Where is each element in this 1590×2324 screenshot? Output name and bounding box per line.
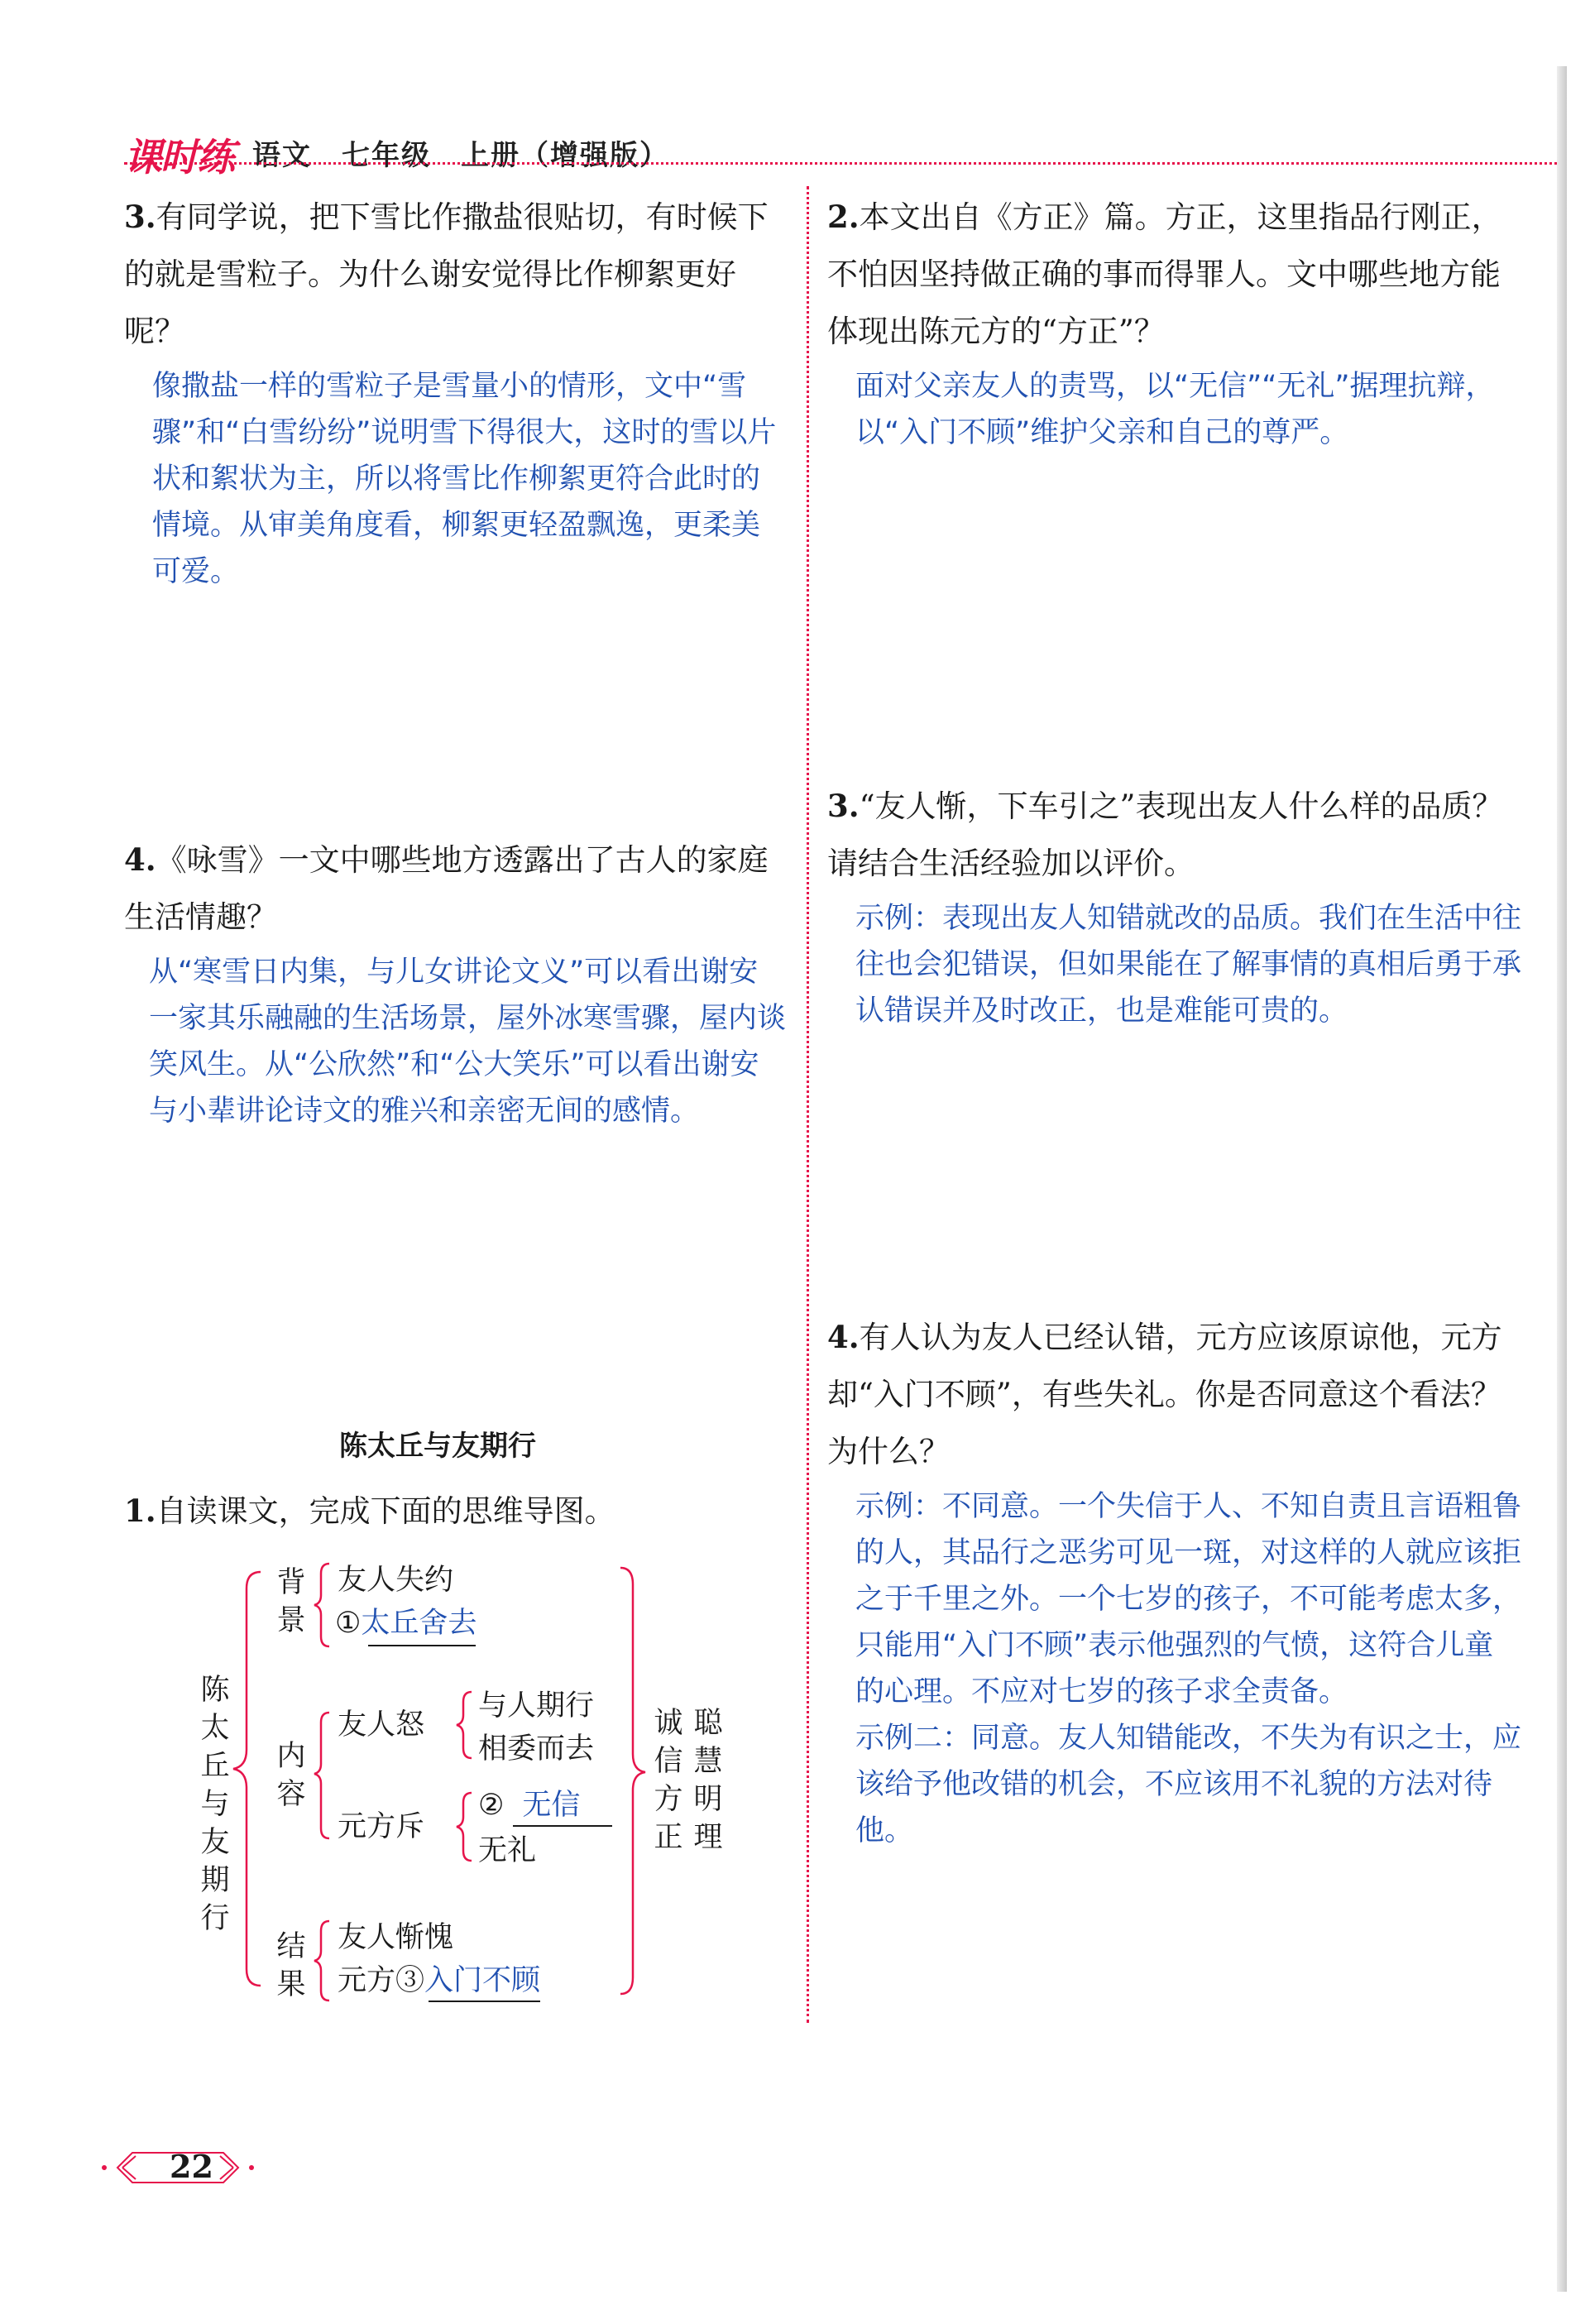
blank-number: 元方③	[338, 1964, 425, 1997]
mind-map	[182, 1547, 761, 2027]
result-item-ashamed: 友人惭愧	[338, 1921, 454, 1954]
blank-underline	[368, 1645, 476, 1646]
question-prompt: 《咏雪》一文中哪些地方透露出了古人的家庭生活情趣？	[124, 842, 769, 935]
node-content: 内容	[276, 1740, 306, 1811]
question-number: 2.	[827, 199, 860, 235]
question-text	[827, 189, 1522, 360]
right-question-4	[827, 1309, 1522, 1854]
node-friend-angry: 友人怒	[338, 1708, 425, 1742]
question-number: 3.	[827, 788, 860, 824]
question-text	[124, 831, 786, 946]
answer-text-2: 示例二：同意。友人知错能改，不失为有识之士，应该给予他改错的机会，不应该用不礼貌的方法对待他。	[855, 1722, 1522, 1847]
right-question-2	[827, 189, 1522, 456]
summary-wisdom: 聪慧明理	[693, 1707, 723, 1854]
left-question-4	[124, 831, 786, 1134]
header-divider	[124, 162, 1564, 165]
answer-text-1: 示例：不同意。一个失信于人、不知自责且言语粗鲁的人，其品行之恶劣可见一斑，对这样的人就应该拒之于千里之外。一个七岁的孩子，不可能考虑太多，只能用“入门不顾”表示他强烈的气愤，这符合儿童的心理。不应对七岁的孩子求全责备。	[855, 1490, 1522, 1708]
question-prompt: 自读课文，完成下面的思维导图。	[156, 1493, 615, 1529]
blank-number: ②	[478, 1789, 505, 1822]
rebuke-item-rude: 无礼	[478, 1834, 537, 1867]
question-number: 1.	[124, 1493, 156, 1529]
blank-underline	[513, 1825, 612, 1827]
question-number: 3.	[124, 199, 156, 235]
page-edge-shadow	[1557, 66, 1567, 2292]
left-question-3	[124, 189, 786, 595]
node-result: 结果	[276, 1930, 306, 2001]
blank-underline	[429, 2001, 540, 2002]
result-item-blank	[338, 1962, 540, 1999]
left-question-1	[124, 1483, 786, 1540]
question-text	[827, 778, 1522, 892]
bg-item-friend-late: 友人失约	[338, 1564, 454, 1597]
answer-text: 面对父亲友人的责骂，以“无信”“无礼”据理抗辩，以“入门不顾”维护父亲和自己的尊严。	[855, 370, 1495, 449]
rebuke-item-blank	[478, 1787, 580, 1823]
blank-answer: 入门不顾	[424, 1964, 541, 1997]
book-info: 语文 七年级 上册（增强版）	[252, 139, 669, 172]
section-title: 陈太丘与友期行	[339, 1430, 536, 1463]
page-number: 22	[170, 2148, 213, 2185]
question-prompt: 本文出自《方正》篇。方正，这里指品行刚正，不怕因坚持做正确的事而得罪人。文中哪些地方能体现出陈元方的“方正”？	[827, 199, 1502, 349]
answer-text: 像撒盐一样的雪粒子是雪量小的情形，文中“雪骤”和“白雪纷纷”说明雪下得很大，这时的雪以片状和絮状为主，所以将雪比作柳絮更符合此时的情境。从审美角度看，柳絮更轻盈飘逸，更柔美可爱。	[152, 370, 777, 588]
question-prompt: 有同学说，把下雪比作撒盐很贴切，有时候下的就是雪粒子。为什么谢安觉得比作柳絮更好呢？	[124, 199, 769, 349]
blank-answer: 太丘舍去	[361, 1607, 477, 1640]
node-yuanfang-rebuke: 元方斥	[338, 1810, 425, 1843]
answer-text: 示例：表现出友人知错就改的品质。我们在生活中往往也会犯错误，但如果能在了解事情的真相后勇于承认错误并及时改正，也是难能可贵的。	[855, 902, 1522, 1028]
question-text	[827, 1309, 1522, 1480]
question-number: 4.	[124, 841, 156, 878]
blank-number: ①	[335, 1607, 362, 1640]
bg-item-blank	[335, 1605, 477, 1641]
right-question-3	[827, 778, 1522, 1034]
column-divider	[807, 186, 809, 2023]
blank-answer: 无信	[522, 1789, 581, 1822]
node-background: 背景	[276, 1566, 306, 1637]
angry-item-abandon: 相委而去	[478, 1732, 595, 1766]
angry-item-appointment: 与人期行	[478, 1689, 595, 1723]
brand-logo: 课时练	[124, 135, 233, 180]
question-prompt: “友人惭，下车引之”表现出友人什么样的品质？请结合生活经验加以评价。	[827, 788, 1503, 881]
question-prompt: 有人认为友人已经认错，元方应该原谅他，元方却“入门不顾”，有些失礼。你是否同意这个看法？为什么？	[827, 1320, 1502, 1469]
question-text	[124, 1483, 786, 1540]
mind-map-root: 陈太丘与友期行	[200, 1674, 230, 1935]
question-number: 4.	[827, 1319, 860, 1355]
answer-text: 从“寒雪日内集，与儿女讲论文义”可以看出谢安一家其乐融融的生活场景，屋外冰寒雪骤，屋内谈笑风生。从“公欣然”和“公大笑乐”可以看出谢安与小辈讲论诗文的雅兴和亲密无间的感情。	[149, 956, 787, 1128]
question-text	[124, 189, 786, 360]
summary-honesty: 诚信方正	[654, 1707, 683, 1854]
